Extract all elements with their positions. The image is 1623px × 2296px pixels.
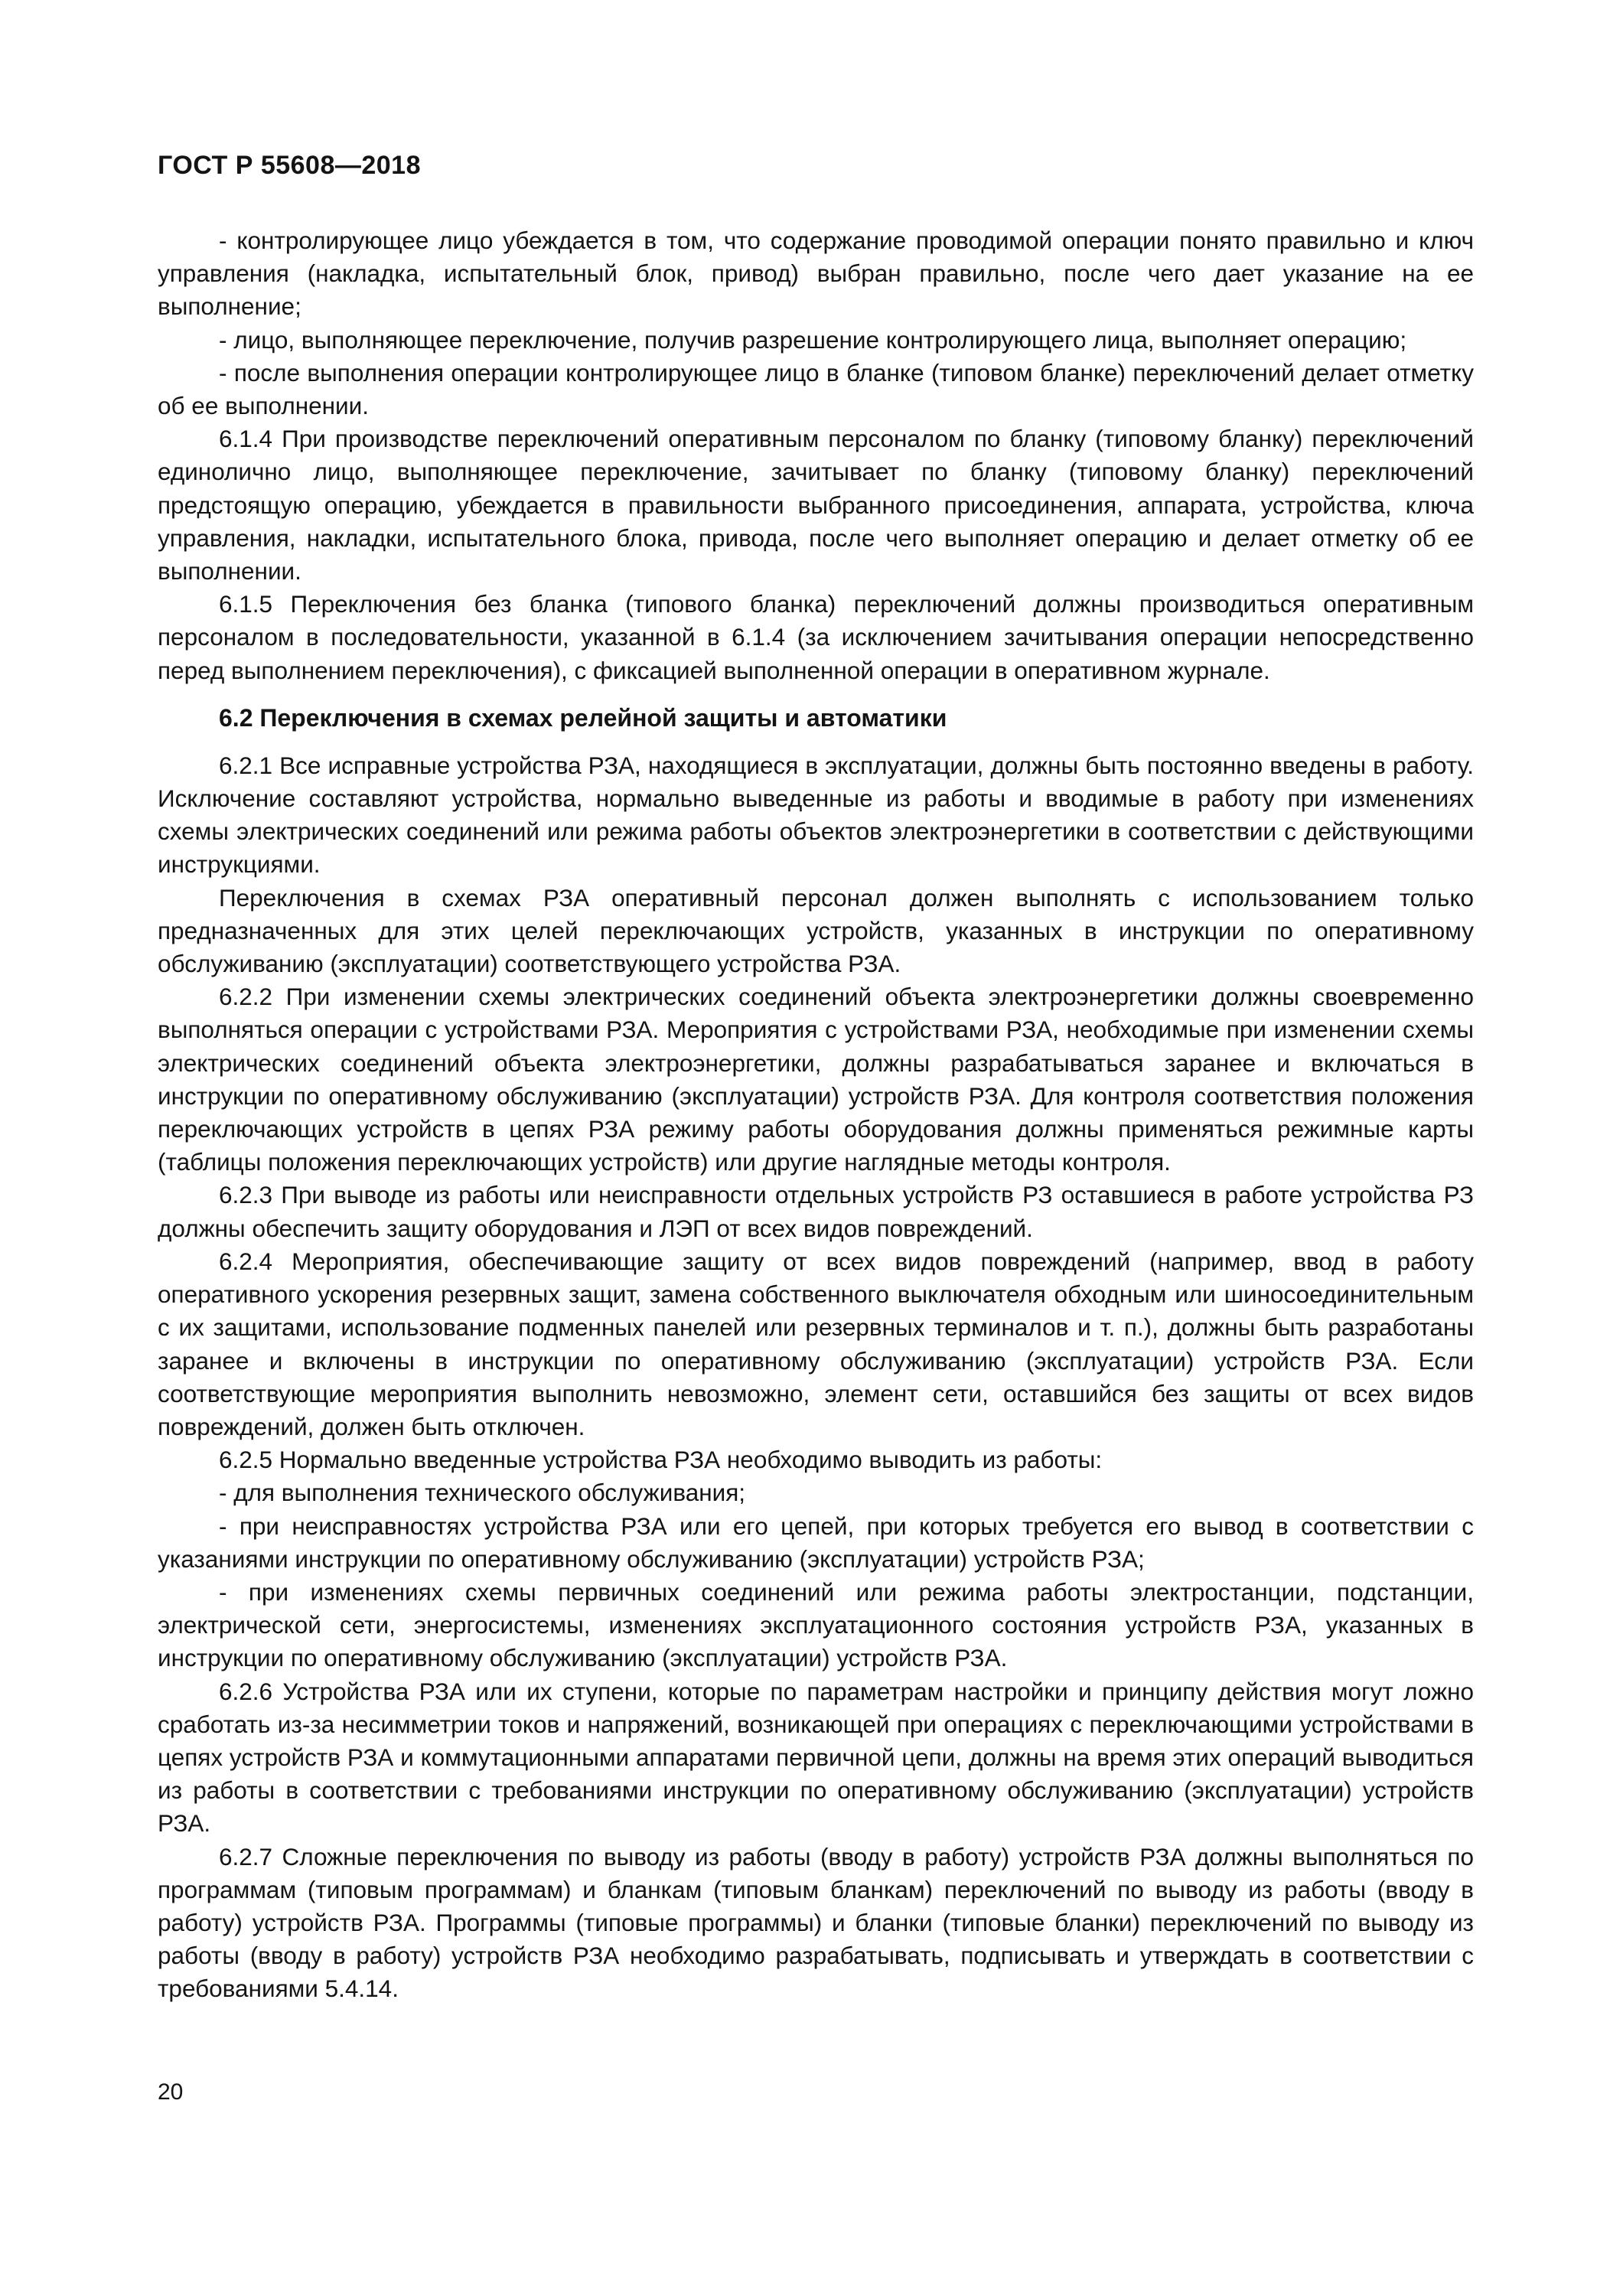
paragraph-6-1-5: 6.1.5 Переключения без бланка (типового бланка) переключений должны производиться оперативным персоналом в последовательности, указанной в 6.1.4 (за исключением зачитывания операции непосредственно перед выполнением переключения), с фиксацией выполненной операции в оперативном журнале.	[158, 590, 1474, 684]
paragraph-switching-person-executes: - лицо, выполняющее переключение, получив разрешение контролирующего лица, выполняет операцию;	[219, 325, 1407, 354]
list-item-scheme-change: - при изменениях схемы первичных соединений или режима работы электростанции, подстанции, электрической сети, энергосистемы, изменениях эксплуатационного состояния устройств РЗА, указанных в инструкции по оперативному обслуживанию (эксплуатации) устройств РЗА.	[158, 1577, 1474, 1672]
list-item-maintenance: - для выполнения технического обслуживания;	[219, 1479, 746, 1507]
list-item-malfunction: - при неисправностях устройства РЗА или его цепей, при которых требуется его вывод в соответствии с указаниями инструкции по оперативному обслуживанию (эксплуатации) устройств РЗА;	[158, 1512, 1474, 1573]
page-number: 20	[158, 2079, 184, 2105]
paragraph-rza-switching-devices: Переключения в схемах РЗА оперативный персонал должен выполнять с использованием только предназначенных для этих целей переключающих устройств, указанных в инструкции по оперативному обслуживанию (эксплуатации) соответствующего устройства РЗА.	[158, 883, 1474, 978]
paragraph-6-2-7: 6.2.7 Сложные переключения по выводу из работы (вводу в работу) устройств РЗА должны выполняться по программам (типовым программам) и бланкам (типовым бланкам) переключений по выводу из работы (вводу в работу) устройств РЗА. Программы (типовые программы) и бланки (типовые бланки) переключений по выводу из работы (вводу в работу) устройств РЗА необходимо разрабатывать, подписывать и утверждать в соответствии с требованиями 5.4.14.	[158, 1842, 1474, 2003]
paragraph-6-1-4: 6.1.4 При производстве переключений оперативным персоналом по бланку (типовому бланку) переключений единолично лицо, выполняющее переключение, зачитывает по бланку (типовому бланку) переключений предстоящую операцию, убеждается в правильности выбранного присоединения, аппарата, устройства, ключа управления, накладки, испытательного блока, привода, после чего выполняет операцию и делает отметку об ее выполнении.	[158, 425, 1474, 585]
paragraph-6-2-3: 6.2.3 При выводе из работы или неисправности отдельных устройств РЗ оставшиеся в работе устройства РЗ должны обеспечить защиту оборудования и ЛЭП от всех видов повреждений.	[158, 1181, 1474, 1242]
paragraph-control-person-marks: - после выполнения операции контролирующее лицо в бланке (типовом бланке) переключений делает отметку об ее выполнении.	[158, 358, 1474, 420]
paragraph-6-2-2: 6.2.2 При изменении схемы электрических соединений объекта электроэнергетики должны своевременно выполняться операции с устройствами РЗА. Мероприятия с устройствами РЗА, необходимые при изменении схемы электрических соединений объекта электроэнергетики, должны разрабатываться заранее и включаться в инструкции по оперативному обслуживанию (эксплуатации) устройств РЗА. Для контроля соответствия положения переключающих устройств в цепях РЗА режиму работы оборудования должны применяться режимные карты (таблицы положения переключающих устройств) или другие наглядные методы контроля.	[158, 983, 1474, 1176]
paragraph-6-2-4: 6.2.4 Мероприятия, обеспечивающие защиту от всех видов повреждений (например, ввод в работу оперативного ускорения резервных защит, замена собственного выключателя обходным или шиносоединительным с их защитами, использование подменных панелей или резервных терминалов и т. п.), должны быть разработаны заранее и включены в инструкции по оперативному обслуживанию (эксплуатации) устройств РЗА. Если соответствующие мероприятия выполнить невозможно, элемент сети, оставшийся без защиты от всех видов повреждений, должен быть отключен.	[158, 1247, 1474, 1440]
paragraph-control-person-check: - контролирующее лицо убеждается в том, что содержание проводимой операции понято правильно и ключ управления (накладка, испытательный блок, привод) выбран правильно, после чего дает указание на ее выполнение;	[158, 227, 1474, 321]
paragraph-6-2-5: 6.2.5 Нормально введенные устройства РЗА необходимо выводить из работы:	[219, 1446, 1103, 1474]
document-body	[158, 224, 1474, 2006]
standard-designation: ГОСТ Р 55608—2018	[158, 151, 422, 180]
paragraph-6-2-1: 6.2.1 Все исправные устройства РЗА, находящиеся в эксплуатации, должны быть постоянно введены в работу. Исключение составляют устройства, нормально выведенные из работы и вводимые в работу при изменениях схемы электрических соединений или режима работы объектов электроэнергетики в соответствии с действующими инструкциями.	[158, 751, 1474, 879]
section-heading-6-2: 6.2 Переключения в схемах релейной защиты и автоматики	[219, 703, 947, 732]
paragraph-6-2-6: 6.2.6 Устройства РЗА или их ступени, которые по параметрам настройки и принципу действия могут ложно сработать из-за несимметрии токов и напряжений, возникающей при операциях с переключающими устройствами в цепях устройств РЗА и коммутационными аппаратами первичной цепи, должны на время этих операций выводиться из работы в соответствии с требованиями инструкции по оперативному обслуживанию (эксплуатации) устройств РЗА.	[158, 1677, 1474, 1838]
